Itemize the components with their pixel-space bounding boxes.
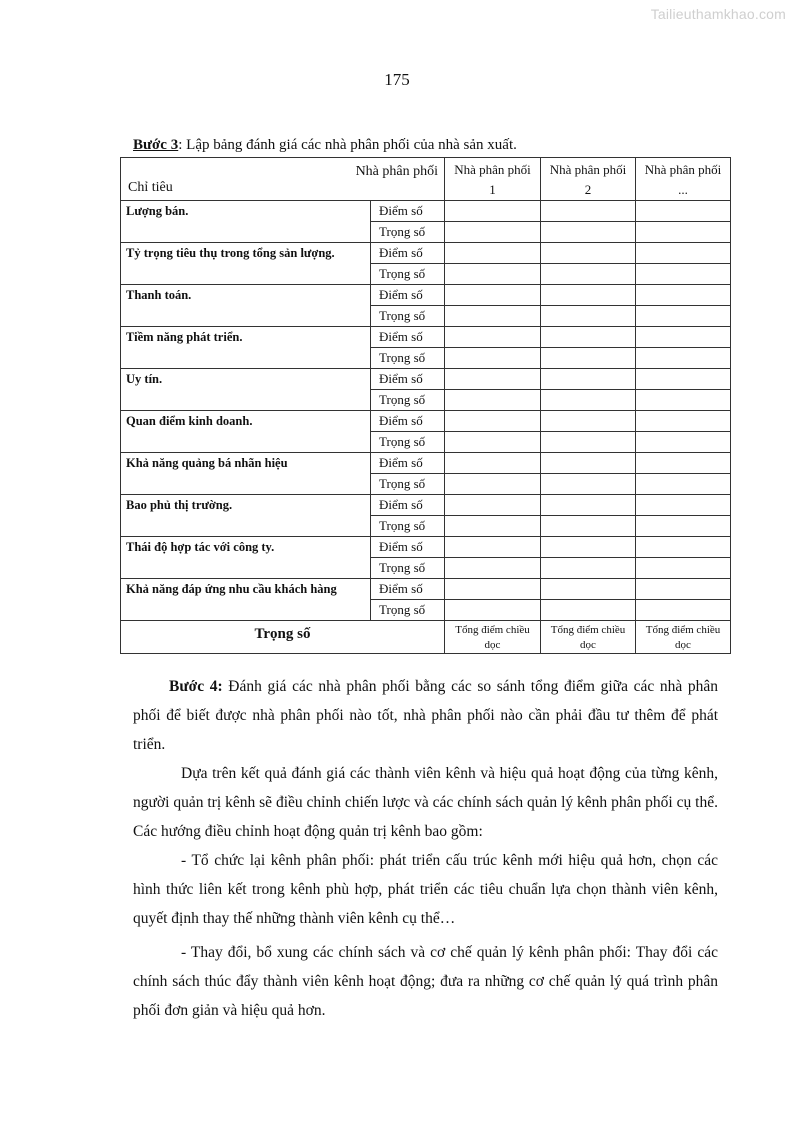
value-cell[interactable] xyxy=(541,264,636,285)
weight-label: Trọng số xyxy=(371,474,445,495)
value-cell[interactable] xyxy=(445,432,541,453)
score-label: Điểm số xyxy=(371,411,445,432)
value-cell[interactable] xyxy=(445,327,541,348)
value-cell[interactable] xyxy=(445,495,541,516)
score-label: Điểm số xyxy=(371,285,445,306)
value-cell[interactable] xyxy=(541,453,636,474)
criterion-cell: Khả năng quảng bá nhãn hiệu xyxy=(121,453,371,495)
footer-weight-label: Trọng số xyxy=(121,621,445,654)
value-cell[interactable] xyxy=(636,243,731,264)
header-distributor-label: Nhà phân phối xyxy=(355,164,438,179)
value-cell[interactable] xyxy=(541,558,636,579)
value-cell[interactable] xyxy=(636,285,731,306)
table-row xyxy=(121,201,731,222)
value-cell[interactable] xyxy=(636,222,731,243)
weight-label: Trọng số xyxy=(371,558,445,579)
table-row xyxy=(121,369,731,390)
value-cell[interactable] xyxy=(636,369,731,390)
column-header-distributor-2: Nhà phân phối 2 xyxy=(541,158,636,201)
column-header-distributor-1: Nhà phân phối 1 xyxy=(445,158,541,201)
step4-paragraph xyxy=(133,672,718,759)
step3-heading xyxy=(133,137,517,154)
value-cell[interactable] xyxy=(445,516,541,537)
table-header-row xyxy=(121,158,731,201)
value-cell[interactable] xyxy=(541,390,636,411)
value-cell[interactable] xyxy=(636,516,731,537)
value-cell[interactable] xyxy=(445,600,541,621)
body-paragraph-3: - Thay đổi, bổ xung các chính sách và cơ chế quản lý kênh phân phối: Thay đổi các chính sách thúc đẩy thành viên kênh hoạt động; đưa ra những cơ chế quản lý quá trình phân phối đơn giản và hiệu quả hơn. xyxy=(133,944,718,1019)
criterion-cell: Thái độ hợp tác với công ty. xyxy=(121,537,371,579)
criterion-cell: Quan điểm kinh doanh. xyxy=(121,411,371,453)
score-label: Điểm số xyxy=(371,495,445,516)
criterion-cell: Lượng bán. xyxy=(121,201,371,243)
criterion-cell: Thanh toán. xyxy=(121,285,371,327)
value-cell[interactable] xyxy=(636,201,731,222)
weight-label: Trọng số xyxy=(371,432,445,453)
value-cell[interactable] xyxy=(541,411,636,432)
weight-label: Trọng số xyxy=(371,222,445,243)
body-paragraph-2: - Tổ chức lại kênh phân phối: phát triển cấu trúc kênh mới hiệu quả hơn, chọn các hình thức liên kết trong kênh phù hợp, phát triển các tiêu chuẩn lựa chọn thành viên kênh, quyết định thay thế những thành viên kênh cụ thể… xyxy=(133,852,718,927)
table-row xyxy=(121,285,731,306)
score-label: Điểm số xyxy=(371,327,445,348)
value-cell[interactable] xyxy=(636,390,731,411)
table-row xyxy=(121,453,731,474)
value-cell[interactable] xyxy=(541,474,636,495)
value-cell[interactable] xyxy=(636,432,731,453)
value-cell[interactable] xyxy=(541,537,636,558)
value-cell[interactable] xyxy=(445,453,541,474)
value-cell[interactable] xyxy=(636,474,731,495)
step4-text: Đánh giá các nhà phân phối bằng các so sánh tổng điểm giữa các nhà phân phối để biết được nhà phân phối nào tốt, nhà phân phối nào cần phải đầu tư thêm để phát triển. xyxy=(133,678,718,753)
score-label: Điểm số xyxy=(371,369,445,390)
page-number: 175 xyxy=(384,70,410,89)
table-row xyxy=(121,579,731,600)
value-cell[interactable] xyxy=(541,348,636,369)
footer-total-cell: Tổng điểm chiều dọc xyxy=(636,621,731,654)
score-label: Điểm số xyxy=(371,537,445,558)
value-cell[interactable] xyxy=(541,369,636,390)
value-cell[interactable] xyxy=(541,306,636,327)
value-cell[interactable] xyxy=(445,285,541,306)
weight-label: Trọng số xyxy=(371,348,445,369)
weight-label: Trọng số xyxy=(371,264,445,285)
footer-total-cell: Tổng điểm chiều dọc xyxy=(445,621,541,654)
value-cell[interactable] xyxy=(541,222,636,243)
watermark: Tailieuthamkhao.com xyxy=(650,6,786,22)
value-cell[interactable] xyxy=(636,579,731,600)
weight-label: Trọng số xyxy=(371,516,445,537)
value-cell[interactable] xyxy=(636,411,731,432)
value-cell[interactable] xyxy=(445,348,541,369)
value-cell[interactable] xyxy=(636,453,731,474)
value-cell[interactable] xyxy=(541,201,636,222)
score-label: Điểm số xyxy=(371,579,445,600)
header-corner-cell xyxy=(121,158,445,201)
value-cell[interactable] xyxy=(445,201,541,222)
value-cell[interactable] xyxy=(541,579,636,600)
value-cell[interactable] xyxy=(541,432,636,453)
footer-total-cell: Tổng điểm chiều dọc xyxy=(541,621,636,654)
value-cell[interactable] xyxy=(445,411,541,432)
step3-text: : Lập bảng đánh giá các nhà phân phối của nhà sản xuất. xyxy=(178,137,517,153)
table-row xyxy=(121,537,731,558)
score-label: Điểm số xyxy=(371,243,445,264)
header-criteria-label: Chỉ tiêu xyxy=(128,180,173,195)
value-cell[interactable] xyxy=(636,348,731,369)
value-cell[interactable] xyxy=(445,474,541,495)
table-row xyxy=(121,243,731,264)
value-cell[interactable] xyxy=(445,390,541,411)
value-cell[interactable] xyxy=(636,600,731,621)
value-cell[interactable] xyxy=(636,306,731,327)
value-cell[interactable] xyxy=(541,327,636,348)
value-cell[interactable] xyxy=(445,243,541,264)
criterion-cell: Tỷ trọng tiêu thụ trong tổng sản lượng. xyxy=(121,243,371,285)
value-cell[interactable] xyxy=(636,495,731,516)
weight-label: Trọng số xyxy=(371,600,445,621)
value-cell[interactable] xyxy=(541,516,636,537)
step4-label: Bước 4: xyxy=(169,678,223,695)
value-cell[interactable] xyxy=(541,285,636,306)
table-row xyxy=(121,327,731,348)
criterion-cell: Uy tín. xyxy=(121,369,371,411)
column-header-distributor-more: Nhà phân phối ... xyxy=(636,158,731,201)
body-paragraph-1: Dựa trên kết quả đánh giá các thành viên kênh và hiệu quả hoạt động của từng kênh, người quản trị kênh sẽ điều chỉnh chiến lược và các chính sách quản lý kênh phân phối cụ thể. Các hướng điều chỉnh hoạt động quản trị kênh bao gồm: xyxy=(133,765,718,840)
criterion-cell: Tiềm năng phát triển. xyxy=(121,327,371,369)
score-label: Điểm số xyxy=(371,201,445,222)
criterion-cell: Bao phủ thị trường. xyxy=(121,495,371,537)
value-cell[interactable] xyxy=(445,369,541,390)
table-footer-row xyxy=(121,621,731,654)
criterion-cell: Khả năng đáp ứng nhu cầu khách hàng xyxy=(121,579,371,621)
value-cell[interactable] xyxy=(445,222,541,243)
value-cell[interactable] xyxy=(445,306,541,327)
value-cell[interactable] xyxy=(636,537,731,558)
value-cell[interactable] xyxy=(445,579,541,600)
value-cell[interactable] xyxy=(445,537,541,558)
value-cell[interactable] xyxy=(636,558,731,579)
value-cell[interactable] xyxy=(541,600,636,621)
value-cell[interactable] xyxy=(445,264,541,285)
evaluation-table xyxy=(120,157,731,654)
table-row xyxy=(121,495,731,516)
value-cell[interactable] xyxy=(636,264,731,285)
weight-label: Trọng số xyxy=(371,306,445,327)
step3-label: Bước 3 xyxy=(133,137,179,153)
value-cell[interactable] xyxy=(445,558,541,579)
table-row xyxy=(121,411,731,432)
weight-label: Trọng số xyxy=(371,390,445,411)
value-cell[interactable] xyxy=(541,495,636,516)
value-cell[interactable] xyxy=(636,327,731,348)
value-cell[interactable] xyxy=(541,243,636,264)
score-label: Điểm số xyxy=(371,453,445,474)
